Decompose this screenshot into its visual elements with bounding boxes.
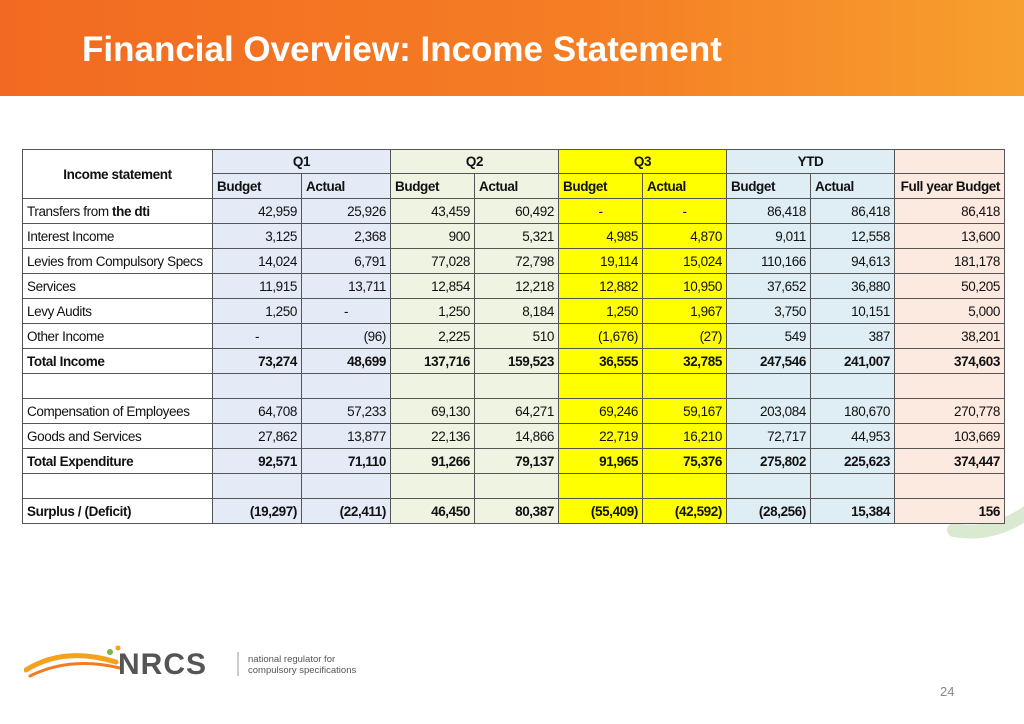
table-cell: 42,959 (213, 199, 302, 224)
group-q3: Q3 (559, 150, 727, 174)
table-cell: (96) (302, 324, 391, 349)
subheader-q2-budget: Budget (391, 174, 475, 199)
table-cell (643, 374, 727, 399)
table-cell: 6,791 (302, 249, 391, 274)
table-cell: 79,137 (475, 449, 559, 474)
row-label: Total Expenditure (23, 449, 213, 474)
table-cell: 4,870 (643, 224, 727, 249)
table-cell (475, 474, 559, 499)
table-row (23, 424, 1005, 449)
row-label: Levies from Compulsory Specs (23, 249, 213, 274)
table-cell: (55,409) (559, 499, 643, 524)
table-cell: 12,854 (391, 274, 475, 299)
table-cell (559, 374, 643, 399)
subheader-q3-budget: Budget (559, 174, 643, 199)
table-cell: 510 (475, 324, 559, 349)
table-cell: 1,250 (213, 299, 302, 324)
table-cell (643, 474, 727, 499)
table-row (23, 324, 1005, 349)
table-row (23, 499, 1005, 524)
table-cell: 387 (811, 324, 895, 349)
table-cell: 1,250 (391, 299, 475, 324)
row-label: Services (23, 274, 213, 299)
table-cell (811, 474, 895, 499)
table-cell: 4,985 (559, 224, 643, 249)
table-cell: (1,676) (559, 324, 643, 349)
table-cell: 37,652 (727, 274, 811, 299)
table-cell: 13,877 (302, 424, 391, 449)
table-cell: 94,613 (811, 249, 895, 274)
table-cell: 110,166 (727, 249, 811, 274)
table-cell (727, 474, 811, 499)
table-cell: 48,699 (302, 349, 391, 374)
table-cell: 22,719 (559, 424, 643, 449)
table-cell: - (559, 199, 643, 224)
table-cell: 73,274 (213, 349, 302, 374)
table-cell: 80,387 (475, 499, 559, 524)
row-label (23, 199, 213, 224)
subheader-full-year-budget: Full year Budget (895, 174, 1005, 199)
table-cell: 72,717 (727, 424, 811, 449)
table-cell: 15,024 (643, 249, 727, 274)
table-cell (727, 374, 811, 399)
table-row (23, 399, 1005, 424)
row-label-text: Transfers from (27, 203, 113, 219)
subheader-q1-budget: Budget (213, 174, 302, 199)
table-cell: 10,950 (643, 274, 727, 299)
subheader-ytd-actual: Actual (811, 174, 895, 199)
table-cell: 13,600 (895, 224, 1005, 249)
nrcs-tagline (248, 654, 356, 676)
table-cell (302, 474, 391, 499)
subheader-q1-actual: Actual (302, 174, 391, 199)
table-cell: 241,007 (811, 349, 895, 374)
table-cell: (19,297) (213, 499, 302, 524)
table-cell: 69,130 (391, 399, 475, 424)
table-row (23, 299, 1005, 324)
income-statement-table (22, 149, 1005, 524)
table-cell: 77,028 (391, 249, 475, 274)
table-cell: 16,210 (643, 424, 727, 449)
table-cell: 36,555 (559, 349, 643, 374)
group-q1: Q1 (213, 150, 391, 174)
group-q2: Q2 (391, 150, 559, 174)
row-label: Other Income (23, 324, 213, 349)
row-label-bold: the dti (112, 203, 150, 219)
table-cell: 5,000 (895, 299, 1005, 324)
table-cell: 181,178 (895, 249, 1005, 274)
table-cell: 275,802 (727, 449, 811, 474)
table-cell: 10,151 (811, 299, 895, 324)
table-cell: 14,866 (475, 424, 559, 449)
nrcs-wordmark: NRCS (118, 648, 208, 681)
table-cell: 270,778 (895, 399, 1005, 424)
table-row (23, 449, 1005, 474)
table-cell: 13,711 (302, 274, 391, 299)
table-cell: 22,136 (391, 424, 475, 449)
table-cell: 3,125 (213, 224, 302, 249)
table-cell: 91,266 (391, 449, 475, 474)
table-cell: 71,110 (302, 449, 391, 474)
row-label: Surplus / (Deficit) (23, 499, 213, 524)
row-label (23, 374, 213, 399)
table-cell: (27) (643, 324, 727, 349)
table-cell: - (643, 199, 727, 224)
nrcs-tagline-line2: compulsory specifications (248, 665, 357, 676)
table-row (23, 249, 1005, 274)
table-cell: 12,882 (559, 274, 643, 299)
table-cell: 91,965 (559, 449, 643, 474)
page-number: 24 (940, 684, 955, 699)
table-cell: 12,558 (811, 224, 895, 249)
table-cell: - (213, 324, 302, 349)
table-cell: 5,321 (475, 224, 559, 249)
table-cell: 9,011 (727, 224, 811, 249)
table-cell (213, 374, 302, 399)
table-cell (213, 474, 302, 499)
table-cell: 1,967 (643, 299, 727, 324)
table-cell: 19,114 (559, 249, 643, 274)
row-label: Goods and Services (23, 424, 213, 449)
table-row (23, 374, 1005, 399)
table-cell: 72,798 (475, 249, 559, 274)
table-cell: 69,246 (559, 399, 643, 424)
table-cell: 92,571 (213, 449, 302, 474)
table-cell (302, 374, 391, 399)
corner-label: Income statement (23, 150, 213, 199)
table-row (23, 474, 1005, 499)
table-cell: 14,024 (213, 249, 302, 274)
table-cell: 44,953 (811, 424, 895, 449)
row-label: Interest Income (23, 224, 213, 249)
nrcs-tagline-line1: national regulator for (248, 654, 336, 665)
table-cell: 86,418 (811, 199, 895, 224)
table-cell: 549 (727, 324, 811, 349)
table-cell: 36,880 (811, 274, 895, 299)
table-cell: (22,411) (302, 499, 391, 524)
table-cell: 12,218 (475, 274, 559, 299)
table-cell: 59,167 (643, 399, 727, 424)
table-cell: 15,384 (811, 499, 895, 524)
table-cell: 86,418 (895, 199, 1005, 224)
table-cell: 38,201 (895, 324, 1005, 349)
subheader-q2-actual: Actual (475, 174, 559, 199)
table-cell (391, 474, 475, 499)
table-cell: 2,225 (391, 324, 475, 349)
table-cell: 203,084 (727, 399, 811, 424)
table-cell: 1,250 (559, 299, 643, 324)
table-row (23, 349, 1005, 374)
table-cell: 2,368 (302, 224, 391, 249)
subheader-ytd-budget: Budget (727, 174, 811, 199)
table-cell: 32,785 (643, 349, 727, 374)
table-cell: 247,546 (727, 349, 811, 374)
table-cell (391, 374, 475, 399)
table-cell (559, 474, 643, 499)
table-cell: 64,708 (213, 399, 302, 424)
table-cell: 159,523 (475, 349, 559, 374)
table-cell (475, 374, 559, 399)
table-cell: (28,256) (727, 499, 811, 524)
table-cell: 156 (895, 499, 1005, 524)
table-cell: 3,750 (727, 299, 811, 324)
row-label: Levy Audits (23, 299, 213, 324)
table-cell (895, 374, 1005, 399)
table-cell: 180,670 (811, 399, 895, 424)
table-cell: 11,915 (213, 274, 302, 299)
table-cell: (42,592) (643, 499, 727, 524)
table-cell: 374,447 (895, 449, 1005, 474)
table-cell: 137,716 (391, 349, 475, 374)
table-cell: 27,862 (213, 424, 302, 449)
table-cell: 103,669 (895, 424, 1005, 449)
table-cell: 25,926 (302, 199, 391, 224)
table-cell: 374,603 (895, 349, 1005, 374)
table-row (23, 274, 1005, 299)
table-cell: 64,271 (475, 399, 559, 424)
table-cell: 225,623 (811, 449, 895, 474)
table-cell: 57,233 (302, 399, 391, 424)
row-label: Total Income (23, 349, 213, 374)
row-label: Compensation of Employees (23, 399, 213, 424)
table-cell: 75,376 (643, 449, 727, 474)
table-cell: 8,184 (475, 299, 559, 324)
subheader-q3-actual: Actual (643, 174, 727, 199)
table-cell: - (302, 299, 391, 324)
row-label (23, 474, 213, 499)
table-cell: 60,492 (475, 199, 559, 224)
table-cell (895, 474, 1005, 499)
group-ytd: YTD (727, 150, 895, 174)
table-row (23, 224, 1005, 249)
table-cell: 46,450 (391, 499, 475, 524)
table-cell: 86,418 (727, 199, 811, 224)
table-cell: 43,459 (391, 199, 475, 224)
slide-title: Financial Overview: Income Statement (82, 30, 722, 69)
table-cell: 50,205 (895, 274, 1005, 299)
group-full-year-empty (895, 150, 1005, 174)
table-cell (811, 374, 895, 399)
group-header-row (23, 150, 1005, 174)
table-cell: 900 (391, 224, 475, 249)
table-row (23, 199, 1005, 224)
